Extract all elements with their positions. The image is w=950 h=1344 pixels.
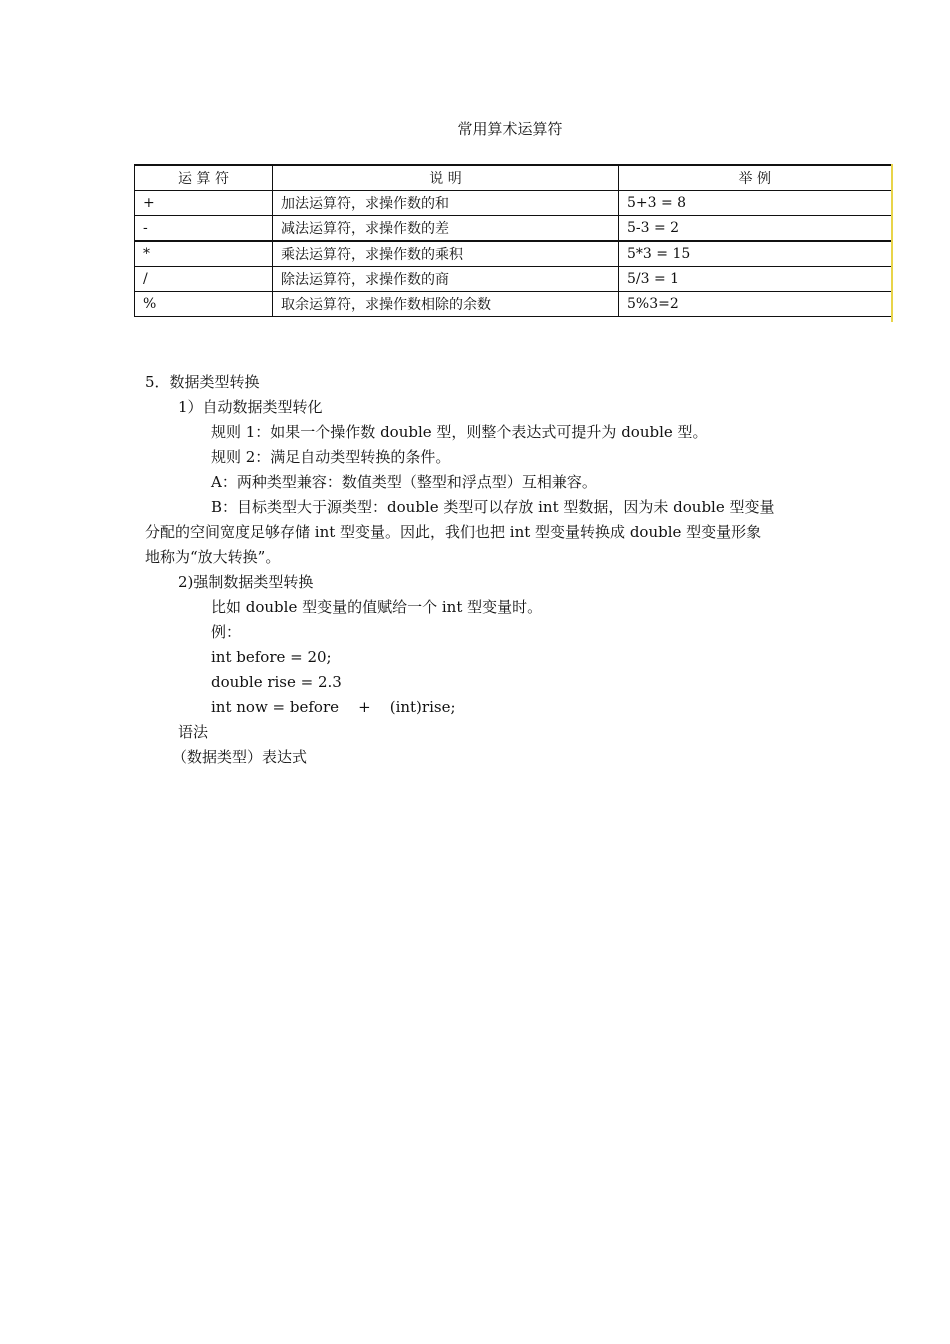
rule-1-text: 规则 1：如果一个操作数 double 型，则整个表达式可提升为 double 型。 bbox=[211, 423, 708, 441]
operators-table bbox=[134, 164, 893, 317]
table-row bbox=[135, 292, 892, 317]
table-row bbox=[135, 191, 892, 216]
header-example: 举 例 bbox=[619, 165, 892, 191]
cell-example: 5/3 = 1 bbox=[619, 267, 892, 292]
cell-description: 减法运算符，求操作数的差 bbox=[273, 216, 619, 242]
table-edge-highlight bbox=[891, 164, 893, 322]
cell-example: 5%3=2 bbox=[619, 292, 892, 317]
cell-example: 5*3 = 15 bbox=[619, 241, 892, 267]
rule-2-text: 规则 2：满足自动类型转换的条件。 bbox=[211, 448, 451, 466]
code-line-1: int before = 20; bbox=[211, 648, 332, 666]
cell-description: 除法运算符，求操作数的商 bbox=[273, 267, 619, 292]
cell-operator: * bbox=[135, 241, 273, 267]
cell-operator: - bbox=[135, 216, 273, 242]
cell-description: 取余运算符，求操作数相除的余数 bbox=[273, 292, 619, 317]
table-row bbox=[135, 216, 892, 242]
table-row bbox=[135, 267, 892, 292]
cell-example: 5-3 = 2 bbox=[619, 216, 892, 242]
cell-description: 加法运算符，求操作数的和 bbox=[273, 191, 619, 216]
cell-example: 5+3 = 8 bbox=[619, 191, 892, 216]
condition-b-line-1: B：目标类型大于源类型：double 类型可以存放 int 型数据，因为未 double 型变量 bbox=[211, 498, 775, 516]
subheading-auto-conversion: 1）自动数据类型转化 bbox=[178, 398, 323, 416]
cell-operator: % bbox=[135, 292, 273, 317]
table-header-row bbox=[135, 165, 892, 191]
cast-description: 比如 double 型变量的值赋给一个 int 型变量时。 bbox=[211, 598, 543, 616]
cell-operator: + bbox=[135, 191, 273, 216]
condition-a-text: A：两种类型兼容：数值类型（整型和浮点型）互相兼容。 bbox=[211, 473, 597, 491]
syntax-text: （数据类型）表达式 bbox=[172, 748, 308, 766]
condition-b-line-2: 分配的空间宽度足够存储 int 型变量。因此，我们也把 int 型变量转换成 double 型变量形象 bbox=[145, 523, 762, 541]
header-description: 说 明 bbox=[273, 165, 619, 191]
code-line-2: double rise = 2.3 bbox=[211, 673, 342, 691]
example-label: 例： bbox=[211, 623, 242, 641]
section-heading: 5．数据类型转换 bbox=[145, 373, 260, 391]
code-line-3: int now = before + (int)rise; bbox=[211, 698, 456, 716]
cell-operator: / bbox=[135, 267, 273, 292]
condition-b-line-3: 地称为“放大转换”。 bbox=[145, 548, 281, 566]
page-title: 常用算术运算符 bbox=[457, 120, 563, 138]
cell-description: 乘法运算符，求操作数的乘积 bbox=[273, 241, 619, 267]
subheading-cast-conversion: 2)强制数据类型转换 bbox=[178, 573, 314, 591]
header-operator: 运 算 符 bbox=[135, 165, 273, 191]
syntax-label: 语法 bbox=[178, 723, 209, 741]
table-row bbox=[135, 241, 892, 267]
